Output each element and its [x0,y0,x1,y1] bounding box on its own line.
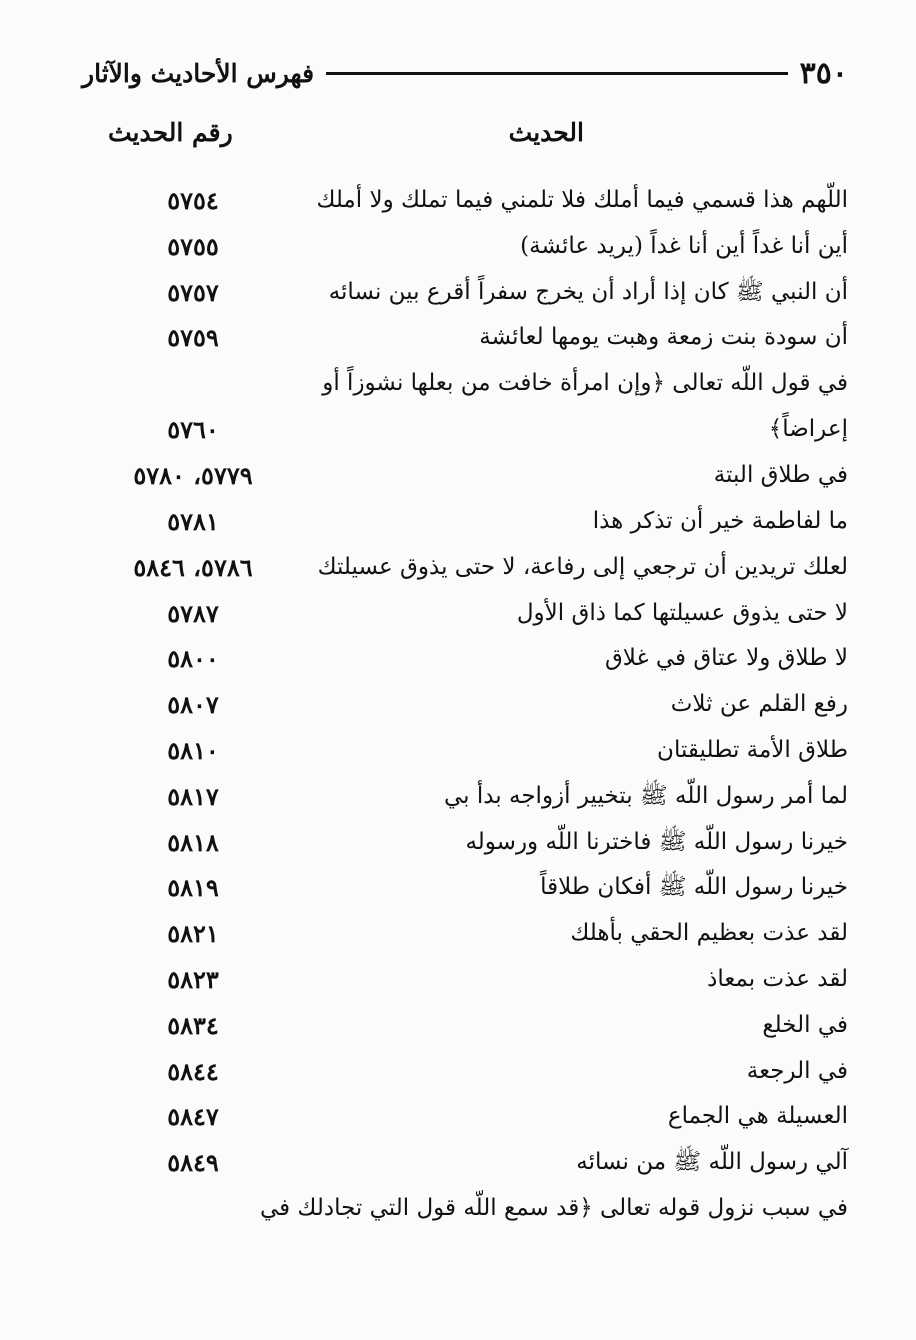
index-row [100,591,848,637]
hadith-text: في طلاق البتة [713,462,848,489]
hadith-number: ٥٨١٩ [167,873,219,903]
header-rule [326,72,788,75]
index-row [100,361,848,453]
hadith-text: العسيلة هي الجماع [667,1103,848,1130]
hadith-text: ما لفاطمة خير أن تذكر هذا [592,507,848,534]
hadith-text: لعلك تريدين أن ترجعي إلى رفاعة، لا حتى يذوق عسيلتك [317,553,848,580]
column-header-number: رقم الحديث [108,118,233,147]
hadith-text: في قول اللّه تعالى ﴿وإن امرأة خافت من بعلها نشوزاً أو إعراضاً﴾ [322,370,848,442]
index-row [100,1140,848,1186]
hadith-number: ٥٨٤٧ [167,1102,219,1132]
hadith-text: أن سودة بنت زمعة وهبت يومها لعائشة [479,324,848,351]
index-row [100,1049,848,1095]
header-title: فهرس الأحاديث والآثار [82,58,315,88]
hadith-text: أين أنا غداً أين أنا غداً (يريد عائشة) [520,232,848,259]
index-row [100,774,848,820]
index-row [100,682,848,728]
index-row [100,499,848,545]
index-row [100,1003,848,1049]
page-number: ٣٥٠ [799,55,848,91]
hadith-text: أن النبي ﷺ كان إذا أراد أن يخرج سفراً أقرع بين نسائه [328,278,848,305]
hadith-number: ٥٧٨٦، ٥٨٤٦ [133,552,253,582]
index-row [100,270,848,316]
hadith-number: ٥٧٨٧ [167,598,219,628]
hadith-text: طلاق الأمة تطليقتان [657,736,848,763]
column-headers [108,118,584,147]
hadith-text: لا طلاق ولا عتاق في غلاق [604,645,848,672]
hadith-text: خيرنا رسول اللّه ﷺ أفكان طلاقاً [540,874,848,901]
column-header-hadith: الحديث [508,118,584,147]
hadith-number: ٥٧٧٩، ٥٧٨٠ [133,461,253,491]
index-row [100,453,848,499]
index-row [100,545,848,591]
hadith-number: ٥٧٥٧ [167,277,219,307]
hadith-number: ٥٨٠٠ [167,644,219,674]
hadith-text: في سبب نزول قوله تعالى ﴿قد سمع اللّه قول التي تجادلك في [259,1194,848,1221]
hadith-number: ٥٨٢٣ [167,964,219,994]
hadith-number: ٥٧٥٥ [167,231,219,261]
index-row [100,1094,848,1140]
index-row [100,911,848,957]
index-row [100,957,848,1003]
hadith-number: ٥٧٦٠ [167,415,219,445]
hadith-number: ٥٨٤٤ [167,1056,219,1086]
hadith-text: اللّهم هذا قسمي فيما أملك فلا تلمني فيما تملك ولا أملك [316,187,848,213]
index-row [100,315,848,361]
hadith-number: ٥٨٠٧ [167,690,219,720]
index-row [100,636,848,682]
hadith-text: في الخلع [762,1011,848,1038]
index-row [100,1186,848,1232]
hadith-text: لقد عذت بمعاذ [707,965,848,992]
hadith-text: لما أمر رسول اللّه ﷺ بتخيير أزواجه بدأ بي [443,782,848,809]
hadith-number: ٥٨٣٤ [167,1010,219,1040]
hadith-number: ٥٨١٠ [167,735,219,765]
hadith-number: ٥٨١٨ [167,827,219,857]
hadith-text: خيرنا رسول اللّه ﷺ فاخترنا اللّه ورسوله [465,828,848,855]
hadith-number: ٥٨١٧ [167,781,219,811]
hadith-text: آلي رسول اللّه ﷺ من نسائه [576,1149,848,1176]
index-row [100,728,848,774]
index-row [100,178,848,224]
hadith-text: لقد عذت بعظيم الحقي بأهلك [570,920,848,947]
index-list [100,178,848,1232]
hadith-number: ٥٧٥٩ [167,323,219,353]
page-header [82,48,848,98]
hadith-text: في الرجعة [746,1057,848,1084]
index-row [100,865,848,911]
hadith-number: ٥٨٤٩ [167,1148,219,1178]
hadith-number: ٥٧٨١ [167,506,219,536]
index-row [100,224,848,270]
index-row [100,820,848,866]
hadith-text: رفع القلم عن ثلاث [670,691,848,718]
hadith-number: ٥٨٢١ [167,919,219,949]
hadith-text: لا حتى يذوق عسيلتها كما ذاق الأول [516,599,848,626]
hadith-number: ٥٧٥٤ [167,186,219,215]
